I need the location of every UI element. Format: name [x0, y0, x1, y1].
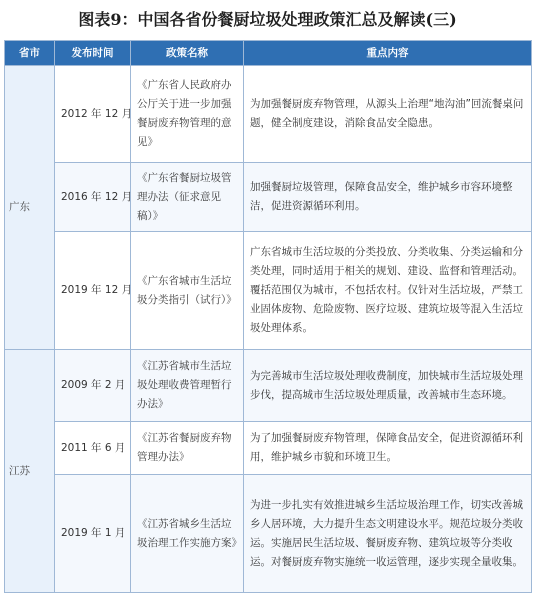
table-row: [5, 475, 532, 593]
date-cell: 2012 年 12 月: [55, 66, 131, 163]
policy-name-cell: 《广东省城市生活垃圾分类指引（试行）》: [131, 232, 244, 350]
policy-name-cell: 《江苏省城市生活垃圾处理收费管理暂行办法》: [131, 350, 244, 422]
policy-name-cell: 《广东省餐厨垃圾管理办法（征求意见稿）》: [131, 163, 244, 232]
policy-name-cell: 《江苏省城乡生活垃圾治理工作实施方案》: [131, 475, 244, 593]
policy-table: [4, 40, 532, 593]
date-cell: 2011 年 6 月: [55, 422, 131, 475]
header-policy-name: 政策名称: [131, 41, 244, 66]
date-cell: 2019 年 1 月: [55, 475, 131, 593]
table-row: [5, 66, 532, 163]
header-province: 省市: [5, 41, 55, 66]
date-cell: 2016 年 12 月: [55, 163, 131, 232]
table-row: [5, 350, 532, 422]
table-row: [5, 232, 532, 350]
table-row: [5, 422, 532, 475]
header-date: 发布时间: [55, 41, 131, 66]
header-key-content: 重点内容: [244, 41, 532, 66]
date-cell: 2019 年 12 月: [55, 232, 131, 350]
page-title: 图表9：中国各省份餐厨垃圾处理政策汇总及解读(三): [78, 10, 457, 29]
table-row: [5, 163, 532, 232]
content-cell: 加强餐厨垃圾管理，保障食品安全，维护城乡市容环境整洁，促进资源循环利用。: [244, 163, 532, 232]
policy-name-cell: 《江苏省餐厨废弃物管理办法》: [131, 422, 244, 475]
table-header-row: [5, 41, 532, 66]
content-cell: 为了加强餐厨废弃物管理，保障食品安全，促进资源循环利用，维护城乡市貌和环境卫生。: [244, 422, 532, 475]
content-cell: 为加强餐厨废弃物管理，从源头上治理“地沟油”回流餐桌问题，健全制度建设，消除食品安全隐患。: [244, 66, 532, 163]
content-cell: 为进一步扎实有效推进城乡生活垃圾治理工作，切实改善城乡人居环境，大力提升生态文明建设水平。规范垃圾分类收运。实施居民生活垃圾、餐厨废弃物、建筑垃圾等分类收运。对餐厨废弃物实施统一收运管理，逐步实现全量收集。: [244, 475, 532, 593]
province-cell: 广东: [5, 66, 55, 350]
policy-name-cell: 《广东省人民政府办公厅关于进一步加强餐厨废弃物管理的意见》: [131, 66, 244, 163]
date-cell: 2009 年 2 月: [55, 350, 131, 422]
province-cell: 江苏: [5, 350, 55, 593]
content-cell: 广东省城市生活垃圾的分类投放、分类收集、分类运输和分类处理，同时适用于相关的规划、建设、监督和管理活动。覆括范围仅为城市，不包括农村。仅针对生活垃圾，严禁工业固体废物、危险废物、医疗垃圾、建筑垃圾等混入生活垃圾处理体系。: [244, 232, 532, 350]
content-cell: 为完善城市生活垃圾处理收费制度，加快城市生活垃圾处理步伐，提高城市生活垃圾处理质量，改善城市生态环境。: [244, 350, 532, 422]
